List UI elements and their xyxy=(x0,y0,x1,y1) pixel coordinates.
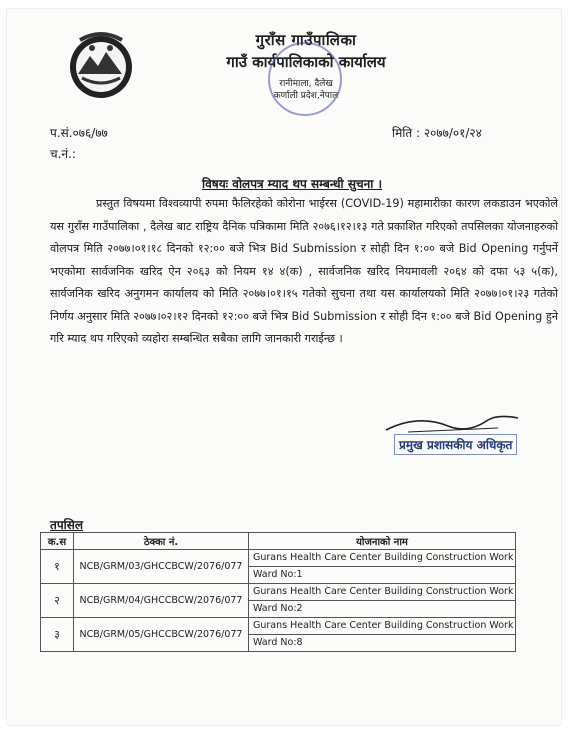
notice-body: प्रस्तुत विषयमा विश्वव्यापी रुपमा फैलिरहेको कोरोना भाईरस (COVID-19) महामारीका कारण लकडाउन भएकोले यस गुराँस गाउँपालिका , दैलेख बाट राष्ट्रिय दैनिक पत्रिकामा मिति २०७६।१२।१३ गते प्रकाशित गरिएको तपसिलका योजनाहरुको वोलपत्र मिति २०७७।०१।१८ दिनको १२:०० बजे भित्र Bid Submission र सोही दिन १:०० बजे Bid Opening गर्नुपर्ने भएकोमा सार्वजनिक खरिद ऐन २०६३ को नियम १४ ४(क) , सार्वजनिक खरिद नियमावली २०६४ को दफा ५३ ५(क), सार्वजनिक खरिद अनुगमन कार्यालय को मिति २०७७।०१।१५ गतेको सुचना तथा यस कार्यालयको मिति २०७७।०१।२३ गतेको निर्णय अनुसार मिति २०७७।०२।१२ दिनको १२:०० बजे भित्र Bid Submission र सोही दिन १:०० बजे Bid Opening हुने गरि म्याद थप गरिएको व्यहोरा सम्बन्धित सबैका लागि जानकारी गराईन्छ । xyxy=(50,197,558,345)
signatory-title: प्रमुख प्रशासकीय अधिकृत xyxy=(394,434,517,455)
col-header-contract-no: ठेक्का नं. xyxy=(74,533,249,550)
schedule-heading: तपसिल xyxy=(50,518,84,532)
dispatch-number: च.नं.: xyxy=(50,147,76,161)
office-title: गाउँ कार्यपालिकाको कार्यालय xyxy=(226,53,386,71)
row-contract-no: NCB/GRM/05/GHCCBCW/2076/077 xyxy=(74,618,249,652)
row-project-cell xyxy=(249,584,516,618)
letter-date: मिति : २०७७/०१/२४ xyxy=(392,126,482,140)
office-name: गुराँस गाउँपालिका xyxy=(255,31,357,49)
address-line-2: कर्णाली प्रदेश,नेपाल xyxy=(273,91,339,101)
table-row xyxy=(41,618,516,652)
address-line-1: रानीमाला, दैलेख xyxy=(279,79,333,89)
nepal-government-emblem xyxy=(62,30,140,102)
row-serial: ३ xyxy=(41,618,74,652)
table-header-row xyxy=(41,533,516,550)
row-serial: २ xyxy=(41,584,74,618)
row-ward: Ward No:1 xyxy=(249,566,515,583)
reference-number: प.सं.०७६/७७ xyxy=(50,126,108,140)
col-header-serial: क.स xyxy=(41,533,74,550)
table-row xyxy=(41,550,516,584)
row-serial: १ xyxy=(41,550,74,584)
office-stamp xyxy=(268,42,342,116)
table-row xyxy=(41,584,516,618)
row-contract-no: NCB/GRM/03/GHCCBCW/2076/077 xyxy=(74,550,249,584)
subject-line: विषयः वोलपत्र म्याद थप सम्बन्धी सुचना । xyxy=(202,177,383,191)
row-project-cell xyxy=(249,550,516,584)
row-project-name: Gurans Health Care Center Building Construction Work xyxy=(253,620,514,631)
row-ward: Ward No:2 xyxy=(249,600,515,617)
project-table xyxy=(40,532,516,652)
row-project-name: Gurans Health Care Center Building Construction Work xyxy=(253,586,514,597)
col-header-project-name: योजनाको नाम xyxy=(249,533,516,550)
row-contract-no: NCB/GRM/04/GHCCBCW/2076/077 xyxy=(74,584,249,618)
row-project-cell xyxy=(249,618,516,652)
row-project-name: Gurans Health Care Center Building Construction Work xyxy=(253,552,514,563)
row-ward: Ward No:8 xyxy=(249,634,515,651)
